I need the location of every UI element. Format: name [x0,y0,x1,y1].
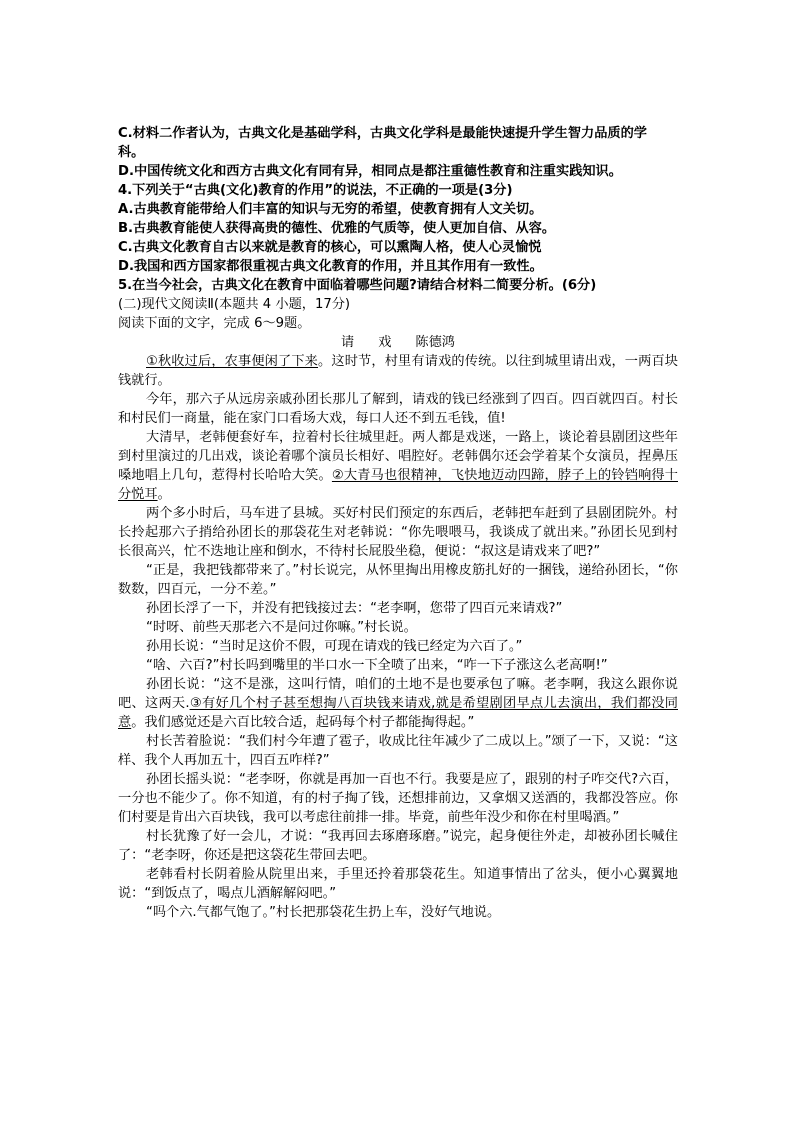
underlined-sentence-2: ②大青马也很精神，飞快地迈动四蹄，脖子上的铃铛响得十分悦耳 [118,468,678,502]
document-page [118,124,678,922]
paragraph-12: 孙团长摇头说：“老李呀，你就是再加一百也不行。我要是应了，跟别的村子咋交代?六百，一分也不能少了。你不知道，有的村子掏了钱，还想排前边，又拿烟又送酒的，我都没答应。你们村要是肯出六百块钱，我可以考虑往前排一排。毕竟，前些年没少和你在村里喝酒。” [118,772,678,825]
paragraph-7: “时呀、前些天那老六不是问过你嘛。”村长说。 [146,620,417,635]
paragraph-9: “啥、六百?”村长吗到嘴里的半口水一下全喷了出来，“咋一下子涨这么老高啊!” [146,658,608,673]
paragraph-10 [118,675,678,732]
reading-instruction: 阅读下面的文字，完成 6～9题。 [118,316,311,331]
story-author: 陈德鸿 [415,335,455,350]
paragraph-1 [118,352,678,390]
paragraph-5: “正是，我把钱都带来了。”村长说完，从怀里掏出用橡皮筋扎好的一捆钱，递给孙团长，“你数数，四百元，一分不差。” [118,563,678,597]
option-4d: D.我国和西方国家都很重视古典文化教育的作用，并且其作用有一致性。 [118,259,543,274]
paragraph-3-text: 大清早，老韩便套好车，拉着村长往城里赶。两人都是戏迷，一路上，谈论着县剧团这些年到村里演过的几出戏，谈论着哪个演员长相好、唱腔好。老韩偶尔还会学着某个女演员，捏鼻压嗓地唱上几句，惹得村长哈哈大笑。 [118,430,678,483]
paragraph-10-text: 孙团长说：“这不是涨，这叫行情，咱们的土地不是也要承包了嘛。老李啊，我这么跟你说吧、这两天. [118,677,678,711]
paragraph-6: 孙团长浮了一下，并没有把钱接过去：“老李啊，您带了四百元来请戏?” [146,601,563,616]
story-title-char1: 请 [341,335,355,350]
paragraph-1-rest: 。这时节，村里有请戏的传统。以往到城里请出戏，一两百块钱就行。 [118,354,678,388]
underlined-sentence-3: ③有好几个村子甚至想掏八百块钱来请戏,就是希望剧团早点儿去演出，我们都没同意 [118,696,678,730]
option-3c-line2: 科。 [118,145,145,160]
paragraph-8: 孙用长说：“当时足这价不假，可现在请戏的钱已经定为六百了。” [146,639,523,654]
question-5: 5.在当今社会，古典文化在教育中面临着哪些问题?请结合材料二简要分析。(6分) [118,278,597,293]
option-3d: D.中国传统文化和西方古典文化有同有异，相同点是都注重德性教育和注重实践知识。 [118,164,622,179]
option-4b: B.古典教育能使人获得高贵的德性、优雅的气质等，使人更加自信、从容。 [118,221,556,236]
story-title-char2: 戏 [378,335,392,350]
option-4a: A.古典教育能带给人们丰富的知识与无穷的希望，使教育拥有人文关切。 [118,202,543,217]
section-heading: (二)现代文阅读Ⅱ(本题共 4 小题，17分) [118,297,351,312]
paragraph-2: 今年，那六子从远房亲戚孙团长那儿了解到，请戏的钱已经涨到了四百。四百就四百。村长和村民们一商量，能在家门口看场大戏，每口人还不到五毛钱，值! [118,392,678,426]
story-title [118,333,678,352]
paragraph-11: 村长苦着脸说：“我们村今年遭了雹子，收成比往年减少了二成以上。”颂了一下，又说：“这样、我个人再加五十，四百五咋样?” [118,734,678,768]
paragraph-4: 两个多小时后，马车进了县城。买好村民们预定的东西后，老韩把车赶到了县剧团院外。村长拎起那六子捎给孙团长的那袋花生对老韩说：“你先喂喂马，我谈成了就出来。”孙团长见到村长很高兴，忙不迭地让座和倒水，不待村长屁股坐稳，便说：“叔这是请戏来了吧?” [118,506,678,559]
option-4c: C.古典文化教育自古以来就是教育的核心，可以熏陶人格，使人心灵愉悦 [118,240,542,255]
paragraph-3-end: 。 [157,487,171,502]
question-4-stem: 4.下列关于“古典(文化)教育的作用”的说法，不正确的一项是(3分) [118,183,513,198]
paragraph-14: 老韩看村长阴着脸从院里出来，手里还拎着那袋花生。知道事情出了岔头，便小心翼翼地说：“到饭点了，喝点儿酒解解闷吧。” [118,867,678,901]
paragraph-15: “吗个六.气都气饱了。”村长把那袋花生扔上车，没好气地说。 [146,905,501,920]
paragraph-13: 村长犹豫了好一会儿，才说：“我再回去琢磨琢磨。”说完，起身便往外走，却被孙团长喊住了：“老李呀，你还是把这袋花生带回去吧。 [118,829,678,863]
option-3c-line1: C.材料二作者认为，古典文化是基础学科，古典文化学科是最能快速提升学生智力品质的学 [118,126,647,141]
paragraph-10-end: 。我们感觉还是六百比较合适，起码每个村子都能掏得起。” [131,715,475,730]
underlined-sentence-1: ①秋收过后，农事便闲了下来 [146,354,319,369]
paragraph-3 [118,428,678,504]
